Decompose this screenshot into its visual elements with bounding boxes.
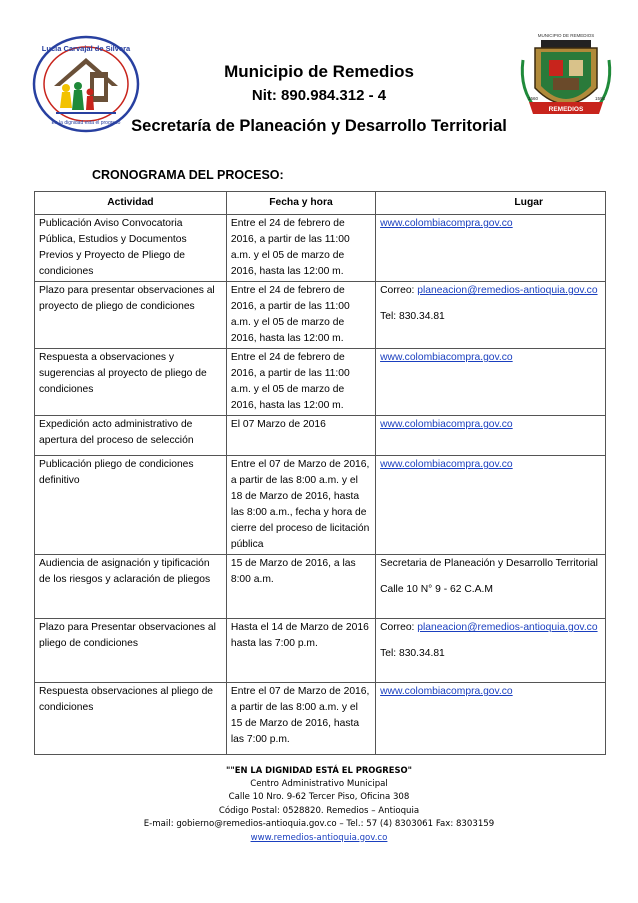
date-cell: Entre el 24 de febrero de 2016, a partir de las 11:00 a.m. y el 05 de marzo de 2016, hasta las 12:00 m. bbox=[226, 282, 375, 349]
left-logo-motto: En la dignidad está el progreso bbox=[51, 120, 121, 126]
activity-cell: Audiencia de asignación y tipificación de los riesgos y aclaración de pliegos bbox=[35, 555, 227, 619]
colombiacompra-link[interactable]: www.colombiacompra.gov.co bbox=[380, 686, 513, 697]
place-office-text: Secretaria de Planeación y Desarrollo Territorial bbox=[380, 558, 598, 569]
page-footer bbox=[0, 764, 638, 845]
footer-line-center: Centro Administrativo Municipal bbox=[250, 778, 388, 789]
right-logo-year-left: 1560 bbox=[528, 96, 539, 101]
place-cell bbox=[376, 282, 606, 349]
activity-cell: Plazo para Presentar observaciones al pliego de condiciones bbox=[35, 619, 227, 683]
left-logo-name: Lucía Carvajal de Silvera bbox=[41, 44, 131, 53]
table-header-row bbox=[35, 192, 606, 215]
table-row bbox=[35, 282, 606, 349]
activity-cell: Plazo para presentar observaciones al proyecto de pliego de condiciones bbox=[35, 282, 227, 349]
place-cell bbox=[376, 215, 606, 282]
email-link[interactable]: planeacion@remedios-antioquia.gov.co bbox=[417, 285, 598, 296]
footer-line-contact: E-mail: gobierno@remedios-antioquia.gov.co – Tel.: 57 (4) 8303061 Fax: 8303159 bbox=[143, 819, 495, 829]
schedule-table bbox=[34, 191, 606, 755]
right-logo-top-text: MUNICIPIO DE REMEDIOS bbox=[537, 33, 595, 38]
email-prefix: Correo: bbox=[380, 622, 418, 633]
footer-motto: ""EN LA DIGNIDAD ESTÁ EL PROGRESO" bbox=[226, 765, 412, 775]
phone-text: Tel: 830.34.81 bbox=[380, 311, 445, 322]
place-cell bbox=[376, 683, 606, 755]
column-header-date: Fecha y hora bbox=[226, 192, 375, 215]
municipality-title: Municipio de Remedios bbox=[224, 62, 414, 81]
colombiacompra-link[interactable]: www.colombiacompra.gov.co bbox=[380, 419, 513, 430]
date-cell: 15 de Marzo de 2016, a las 8:00 a.m. bbox=[226, 555, 375, 619]
place-cell bbox=[376, 416, 606, 456]
activity-cell: Publicación Aviso Convocatoria Pública, Estudios y Documentos Previos y Proyecto de Pliego de condiciones bbox=[35, 215, 227, 282]
nit-number: Nit: 890.984.312 - 4 bbox=[251, 87, 387, 104]
table-row bbox=[35, 416, 606, 456]
colombiacompra-link[interactable]: www.colombiacompra.gov.co bbox=[380, 352, 513, 363]
footer-line-postal: Código Postal: 0528820. Remedios – Antioquia bbox=[218, 805, 420, 816]
date-cell: Entre el 07 de Marzo de 2016, a partir de las 8:00 a.m. y el 18 de Marzo de 2016, hasta las 8:00 a.m., fecha y hora de cierre del proceso de licitación pública bbox=[226, 456, 375, 555]
table-row bbox=[35, 215, 606, 282]
activity-cell: Publicación pliego de condiciones definitivo bbox=[35, 456, 227, 555]
table-row bbox=[35, 619, 606, 683]
email-prefix: Correo: bbox=[380, 285, 418, 296]
date-cell: Hasta el 14 de Marzo de 2016 hasta las 7:00 p.m. bbox=[226, 619, 375, 683]
place-address-text: Calle 10 N° 9 - 62 C.A.M bbox=[380, 584, 493, 595]
table-row bbox=[35, 555, 606, 619]
footer-website-link[interactable]: www.remedios-antioquia.gov.co bbox=[250, 832, 388, 843]
column-header-place: Lugar bbox=[376, 192, 606, 215]
email-link[interactable]: planeacion@remedios-antioquia.gov.co bbox=[417, 622, 598, 633]
place-cell bbox=[376, 555, 606, 619]
place-cell bbox=[376, 349, 606, 416]
colombiacompra-link[interactable]: www.colombiacompra.gov.co bbox=[380, 459, 513, 470]
right-logo-year-right: 1594 bbox=[595, 96, 606, 101]
place-cell bbox=[376, 619, 606, 683]
column-header-activity: Actividad bbox=[35, 192, 227, 215]
activity-cell: Respuesta observaciones al pliego de condiciones bbox=[35, 683, 227, 755]
date-cell: Entre el 24 de febrero de 2016, a partir de las 11:00 a.m. y el 05 de marzo de 2016, hasta las 12:00 m. bbox=[226, 349, 375, 416]
table-row bbox=[35, 349, 606, 416]
footer-line-address: Calle 10 Nro. 9-62 Tercer Piso, Oficina 308 bbox=[228, 792, 410, 802]
table-row bbox=[35, 456, 606, 555]
department-title: Secretaría de Planeación y Desarrollo Territorial bbox=[131, 117, 507, 135]
table-row bbox=[35, 683, 606, 755]
date-cell: Entre el 07 de Marzo de 2016, a partir de las 8:00 a.m. y el 15 de Marzo de 2016, hasta las 7:00 p.m. bbox=[226, 683, 375, 755]
colombiacompra-link[interactable]: www.colombiacompra.gov.co bbox=[380, 218, 513, 229]
section-title: CRONOGRAMA DEL PROCESO: bbox=[92, 168, 284, 182]
place-cell bbox=[376, 456, 606, 555]
phone-text: Tel: 830.34.81 bbox=[380, 648, 445, 659]
date-cell: Entre el 24 de febrero de 2016, a partir de las 11:00 a.m. y el 05 de marzo de 2016, hasta las 12:00 m. bbox=[226, 215, 375, 282]
activity-cell: Respuesta a observaciones y sugerencias al proyecto de pliego de condiciones bbox=[35, 349, 227, 416]
right-logo-banner: REMEDIOS bbox=[548, 106, 584, 113]
date-cell: El 07 Marzo de 2016 bbox=[226, 416, 375, 456]
activity-cell: Expedición acto administrativo de apertura del proceso de selección bbox=[35, 416, 227, 456]
